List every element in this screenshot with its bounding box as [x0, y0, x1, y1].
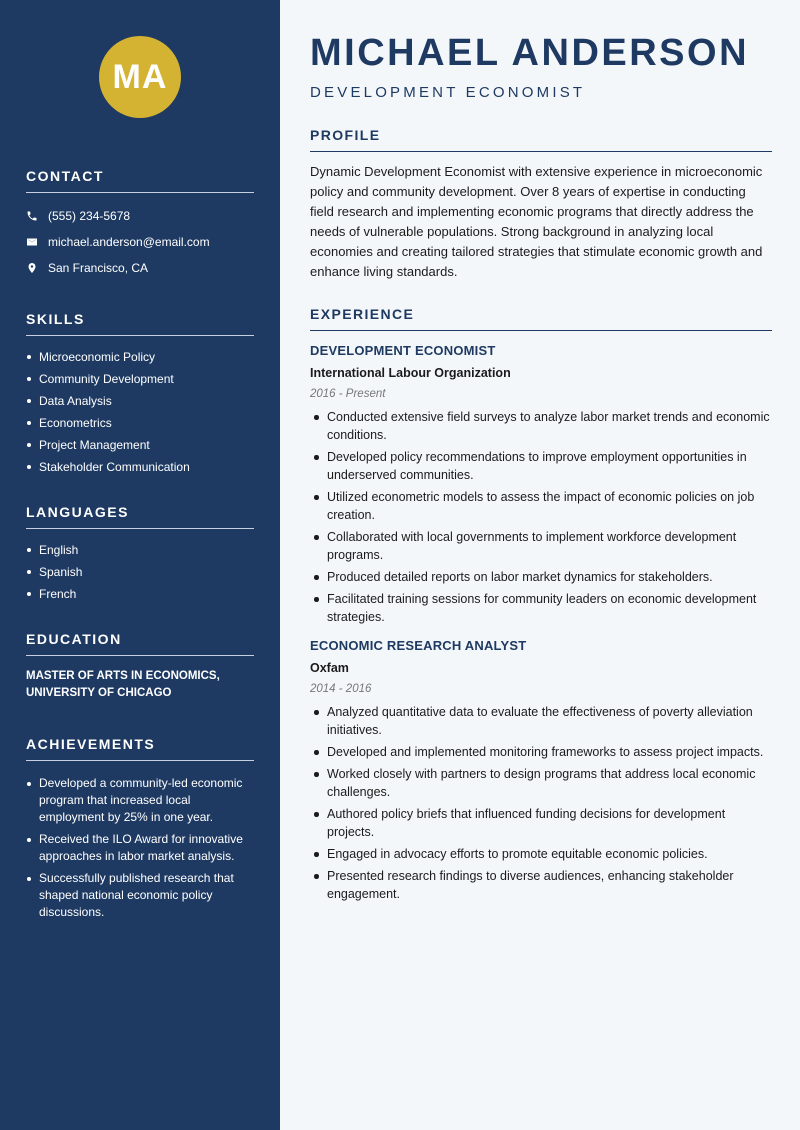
location-pin-icon — [26, 262, 48, 274]
candidate-name: MICHAEL ANDERSON — [310, 32, 750, 74]
email-icon — [26, 236, 48, 248]
job-bullet: Authored policy briefs that influenced funding decisions for development projects. — [310, 805, 772, 841]
contact-email — [26, 229, 254, 255]
experience-section — [310, 306, 772, 903]
languages-section — [26, 504, 254, 605]
skills-heading: SKILLS — [26, 311, 254, 336]
job-entry — [310, 343, 772, 626]
job-bullet: Engaged in advocacy efforts to promote equitable economic policies. — [310, 845, 772, 863]
candidate-title: DEVELOPMENT ECONOMIST — [310, 84, 586, 101]
language-item: English — [26, 539, 254, 561]
job-bullets — [310, 408, 772, 626]
contact-section — [26, 168, 254, 281]
main-content — [310, 32, 772, 913]
location-text: San Francisco, CA — [48, 261, 149, 275]
education-section — [26, 631, 254, 702]
language-item: French — [26, 583, 254, 605]
job-bullet: Facilitated training sessions for community leaders on economic development strategies. — [310, 590, 772, 626]
job-bullet: Analyzed quantitative data to evaluate the effectiveness of poverty alleviation initiatives. — [310, 703, 772, 739]
job-bullets — [310, 703, 772, 903]
job-bullet: Conducted extensive field surveys to analyze labor market trends and economic conditions. — [310, 408, 772, 444]
skills-section — [26, 311, 254, 478]
achievement-item: Successfully published research that shaped national economic policy discussions. — [26, 870, 254, 921]
job-entry — [310, 638, 772, 903]
achievement-item: Developed a community-led economic program that increased local employment by 25% in one year. — [26, 775, 254, 826]
contact-heading: CONTACT — [26, 168, 254, 193]
job-bullet: Produced detailed reports on labor market dynamics for stakeholders. — [310, 568, 772, 586]
job-title: DEVELOPMENT ECONOMIST — [310, 343, 496, 358]
skill-item: Community Development — [26, 368, 254, 390]
education-heading: EDUCATION — [26, 631, 254, 656]
contact-location — [26, 255, 254, 281]
education-degree: MASTER OF ARTS IN ECONOMICS, UNIVERSITY OF CHICAGO — [26, 670, 220, 699]
achievements-list — [26, 775, 254, 921]
job-bullet: Worked closely with partners to design programs that address local economic challenges. — [310, 765, 772, 801]
achievements-section — [26, 736, 254, 921]
language-item: Spanish — [26, 561, 254, 583]
job-title: ECONOMIC RESEARCH ANALYST — [310, 638, 527, 653]
job-company: Oxfam — [310, 661, 349, 675]
skills-list — [26, 346, 254, 478]
job-bullet: Utilized econometric models to assess the impact of economic policies on job creation. — [310, 488, 772, 524]
skill-item: Econometrics — [26, 412, 254, 434]
job-bullet: Collaborated with local governments to implement workforce development programs. — [310, 528, 772, 564]
contact-phone — [26, 203, 254, 229]
languages-heading: LANGUAGES — [26, 504, 254, 529]
job-bullet: Developed and implemented monitoring frameworks to assess project impacts. — [310, 743, 772, 761]
achievement-item: Received the ILO Award for innovative approaches in labor market analysis. — [26, 831, 254, 865]
email-text: michael.anderson@email.com — [48, 235, 210, 249]
experience-heading: EXPERIENCE — [310, 306, 772, 331]
job-company: International Labour Organization — [310, 366, 511, 380]
job-dates: 2016 - Present — [310, 388, 386, 400]
job-bullet: Presented research findings to diverse audiences, enhancing stakeholder engagement. — [310, 867, 772, 903]
profile-section — [310, 127, 772, 282]
job-dates: 2014 - 2016 — [310, 683, 372, 695]
skill-item: Project Management — [26, 434, 254, 456]
profile-text: Dynamic Development Economist with extensive experience in microeconomic policy and community development. Over 8 years of expertise in conducting field research and implementing economic programs that directly address the needs of vulnerable populations. Strong background in analyzing local economies and creating tailored strategies that stimulate economic growth and enhance living standards. — [310, 164, 763, 279]
sidebar — [0, 0, 280, 1130]
skill-item: Microeconomic Policy — [26, 346, 254, 368]
languages-list — [26, 539, 254, 605]
job-bullet: Developed policy recommendations to improve employment opportunities in underserved communities. — [310, 448, 772, 484]
profile-heading: PROFILE — [310, 127, 772, 152]
skill-item: Data Analysis — [26, 390, 254, 412]
phone-text: (555) 234-5678 — [48, 209, 131, 223]
achievements-heading: ACHIEVEMENTS — [26, 736, 254, 761]
avatar: MA — [99, 36, 181, 118]
phone-icon — [26, 210, 48, 222]
skill-item: Stakeholder Communication — [26, 456, 254, 478]
